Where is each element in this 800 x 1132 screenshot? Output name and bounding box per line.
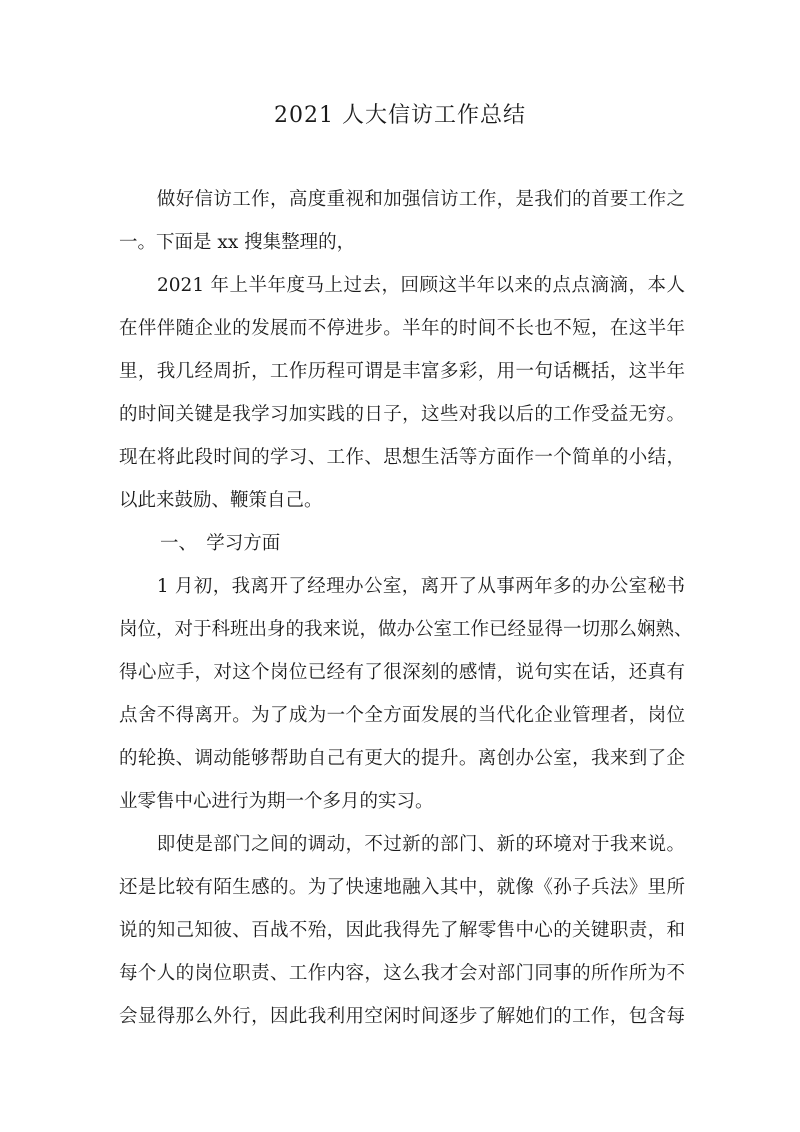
- paragraph-line: 一。下面是 xx 搜集整理的，: [119, 232, 356, 253]
- paragraph-line: 2021 年上半年度马上过去，回顾这半年以来的点点滴滴，本人: [119, 275, 685, 296]
- paragraph-line: 现在将此段时间的学习、工作、思想生活等方面作一个简单的小结，: [119, 447, 685, 468]
- paragraph-line: 的轮换、调动能够帮助自己有更大的提升。离创办公室，我来到了企: [119, 748, 685, 769]
- paragraph-line: 会显得那么外行，因此我利用空闲时间逐步了解她们的工作，包含每: [119, 1006, 685, 1027]
- paragraph-line: 里，我几经周折，工作历程可谓是丰富多彩，用一句话概括，这半年: [119, 361, 685, 382]
- paragraph-line: 岗位，对于科班出身的我来说，做办公室工作已经显得一切那么娴熟、: [119, 619, 693, 640]
- paragraph-line: 1 月初，我离开了经理办公室，离开了从事两年多的办公室秘书: [119, 576, 685, 597]
- paragraph-line: 点舍不得离开。为了成为一个全方面发展的当代化企业管理者，岗位: [119, 705, 685, 726]
- paragraph-line: 即使是部门之间的调动，不过新的部门、新的环境对于我来说。: [119, 834, 685, 855]
- paragraph-line: 的时间关键是我学习加实践的日子，这些对我以后的工作受益无穷。: [119, 404, 685, 425]
- paragraph-line: 做好信访工作，高度重视和加强信访工作，是我们的首要工作之: [119, 189, 685, 210]
- document-title: 2021 人大信访工作总结: [274, 103, 526, 128]
- paragraph-line: 每个人的岗位职责、工作内容，这么我才会对部门同事的所作所为不: [119, 963, 685, 984]
- paragraph-line: 还是比较有陌生感的。为了快速地融入其中，就像《孙子兵法》里所: [119, 877, 685, 898]
- paragraph-line: 在伴伴随企业的发展而不停进步。半年的时间不长也不短，在这半年: [119, 318, 685, 339]
- paragraph-line: 业零售中心进行为期一个多月的实习。: [119, 791, 434, 812]
- section-heading: 一、 学习方面: [160, 533, 281, 554]
- paragraph-line: 得心应手，对这个岗位已经有了很深刻的感情，说句实在话，还真有: [119, 662, 685, 683]
- paragraph-line: 以此来鼓励、鞭策自己。: [119, 490, 323, 511]
- paragraph-line: 说的知己知彼、百战不殆，因此我得先了解零售中心的关键职责，和: [119, 920, 685, 941]
